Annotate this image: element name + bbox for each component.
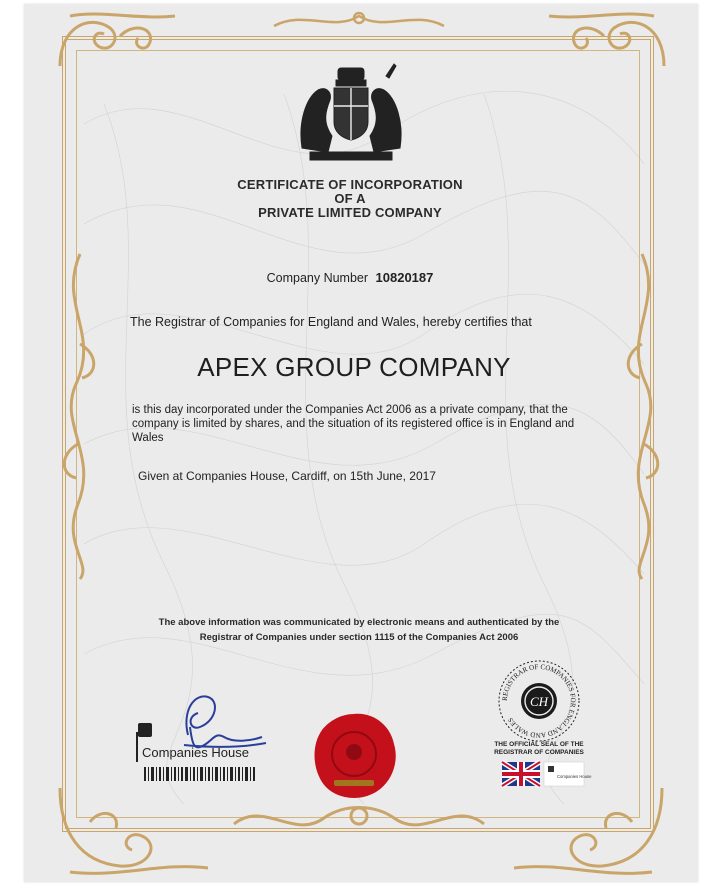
union-jack-icon xyxy=(502,762,592,786)
top-left-ornament xyxy=(50,6,180,76)
bottom-right-ornament xyxy=(512,782,672,878)
title-line-1: CERTIFICATE OF INCORPORATION xyxy=(237,177,463,192)
seal-caption-line-2: REGISTRAR OF COMPANIES xyxy=(494,749,584,756)
seal-ring-text: REGISTRAR OF COMPANIES FOR ENGLAND AND WALES xyxy=(500,662,578,740)
bottom-left-ornament xyxy=(50,782,210,878)
company-number-label: Company Number xyxy=(266,271,369,285)
authentication-note xyxy=(144,615,574,645)
seal-caption xyxy=(476,741,602,757)
company-name: APEX GROUP COMPANY xyxy=(197,352,511,382)
certificate-sheet xyxy=(24,4,698,882)
note-line-2: Registrar of Companies under section 1115 of the Companies Act 2006 xyxy=(199,632,519,643)
red-wax-seal-icon xyxy=(310,710,398,802)
divider xyxy=(136,732,138,762)
given-at-text: Given at Companies House, Cardiff, on 15th June, 2017 xyxy=(138,469,436,483)
barcode-icon xyxy=(144,767,256,781)
seal-center-text: CH xyxy=(529,694,549,709)
company-number-row xyxy=(174,270,526,285)
note-line-1: The above information was communicated by electronic means and authenticated by the xyxy=(158,617,560,628)
company-number-value: 10820187 xyxy=(375,270,434,285)
certificate-title xyxy=(174,178,526,220)
royal-coat-of-arms-icon xyxy=(292,62,410,166)
top-center-ornament xyxy=(264,6,454,36)
right-side-ornament xyxy=(614,244,670,584)
left-side-ornament xyxy=(52,244,108,584)
certifies-text: The Registrar of Companies for England and Wales, hereby certifies that xyxy=(130,315,532,329)
official-seal-icon xyxy=(496,658,582,744)
seal-caption-line-1: THE OFFICIAL SEAL OF THE xyxy=(494,741,584,748)
companies-house-label: Companies House xyxy=(142,745,249,760)
flag-caption-text: Companies House xyxy=(557,774,592,779)
title-line-2: OF A xyxy=(334,191,366,206)
title-line-3: PRIVATE LIMITED COMPANY xyxy=(258,205,442,220)
incorporation-text: is this day incorporated under the Companies Act 2006 as a private company, that the company is limited by shares, and the situation of its registered office is in England and Wales xyxy=(132,404,575,444)
top-right-ornament xyxy=(544,6,674,76)
